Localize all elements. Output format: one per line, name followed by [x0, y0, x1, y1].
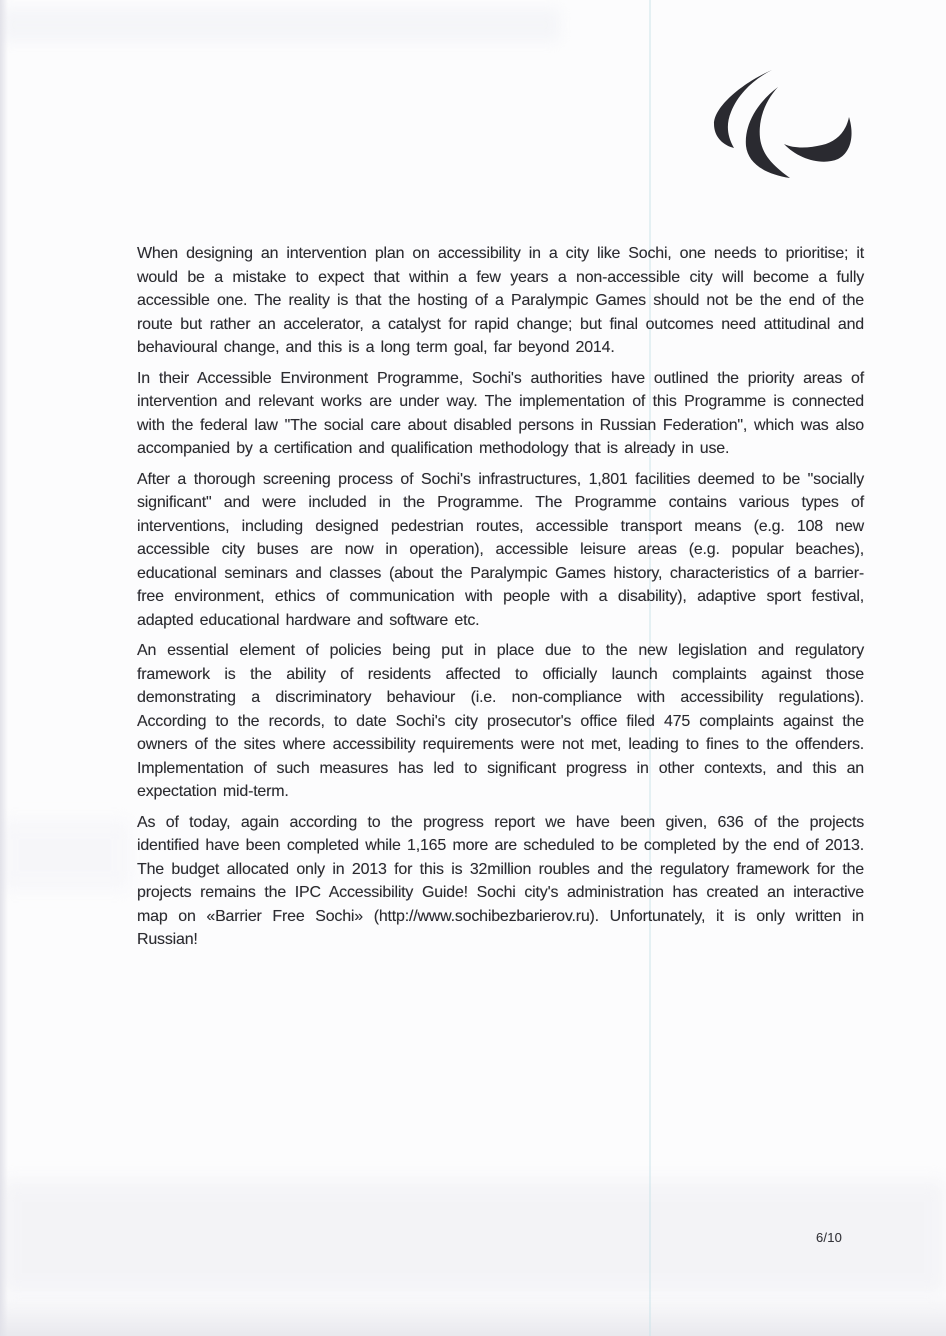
paragraph-2: In their Accessible Environment Programme, Sochi's authorities have outlined the priority areas of intervention and relevant works are under way. The implementation of this Programme is connected with the federal law "The social care about disabled persons in Russian Federation", which was also accompanied by a certification and qualification methodology that is already in use.	[137, 369, 864, 457]
paragraph-5: As of today, again according to the progress report we have been given, 636 of the projects identified have been completed while 1,165 more are scheduled to be completed by the end of 2013. The budget allocated only in 2013 for this is 32million roubles and the regulatory framework for the projects remains the IPC Accessibility Guide! Sochi city's administration has created an interactive map on «Barrier Free Sochi» (http://www.sochibezbarierov.ru). Unfortunately, it is only written in Russian!	[137, 813, 864, 948]
scan-artifact-left-edge	[0, 0, 8, 1336]
scan-artifact-mid-band	[0, 820, 130, 890]
scan-artifact-lower-band	[0, 1180, 946, 1295]
paragraph-4: An essential element of policies being put in place due to the new legislation and regulatory framework is the ability of residents affected to officially launch complaints against those demonstrating a discriminatory behaviour (i.e. non-compliance with accessibility regulations). According to the records, to date Sochi's city prosecutor's office filed 475 complaints against the owners of the sites where accessibility requirements were not met, leading to fines to the offenders. Implementation of such measures has led to significant progress in other contexts, and this an expectation mid-term.	[137, 642, 864, 800]
paragraph-1: When designing an intervention plan on accessibility in a city like Sochi, one needs to prioritise; it would be a mistake to expect that within a few years a non-accessible city will become a fully accessible one. The reality is that the hosting of a Paralympic Games should not be the end of the route but rather an accelerator, a catalyst for rapid change; but final outcomes need attitudinal and behavioural change, and this is a long term goal, far beyond 2014.	[137, 245, 864, 356]
paralympic-agitos-logo	[706, 60, 876, 195]
scan-artifact-bottom-edge	[0, 1294, 946, 1336]
page-number: 6/10	[816, 1230, 843, 1245]
document-body	[137, 242, 864, 959]
scan-artifact-top-band	[0, 8, 560, 42]
paragraph-3: After a thorough screening process of Sochi's infrastructures, 1,801 facilities deemed to be "socially significant" and were included in the Programme. The Programme contains various types of interventions, including designed pedestrian routes, accessible transport means (e.g. 108 new accessible city buses are now in operation), accessible leisure areas (e.g. popular beaches), educational seminars and classes (about the Paralympic Games history, characteristics of a barrier-free environment, ethics of communication with people with a disability), adaptive sport festival, adapted educational hardware and software etc.	[137, 470, 864, 629]
